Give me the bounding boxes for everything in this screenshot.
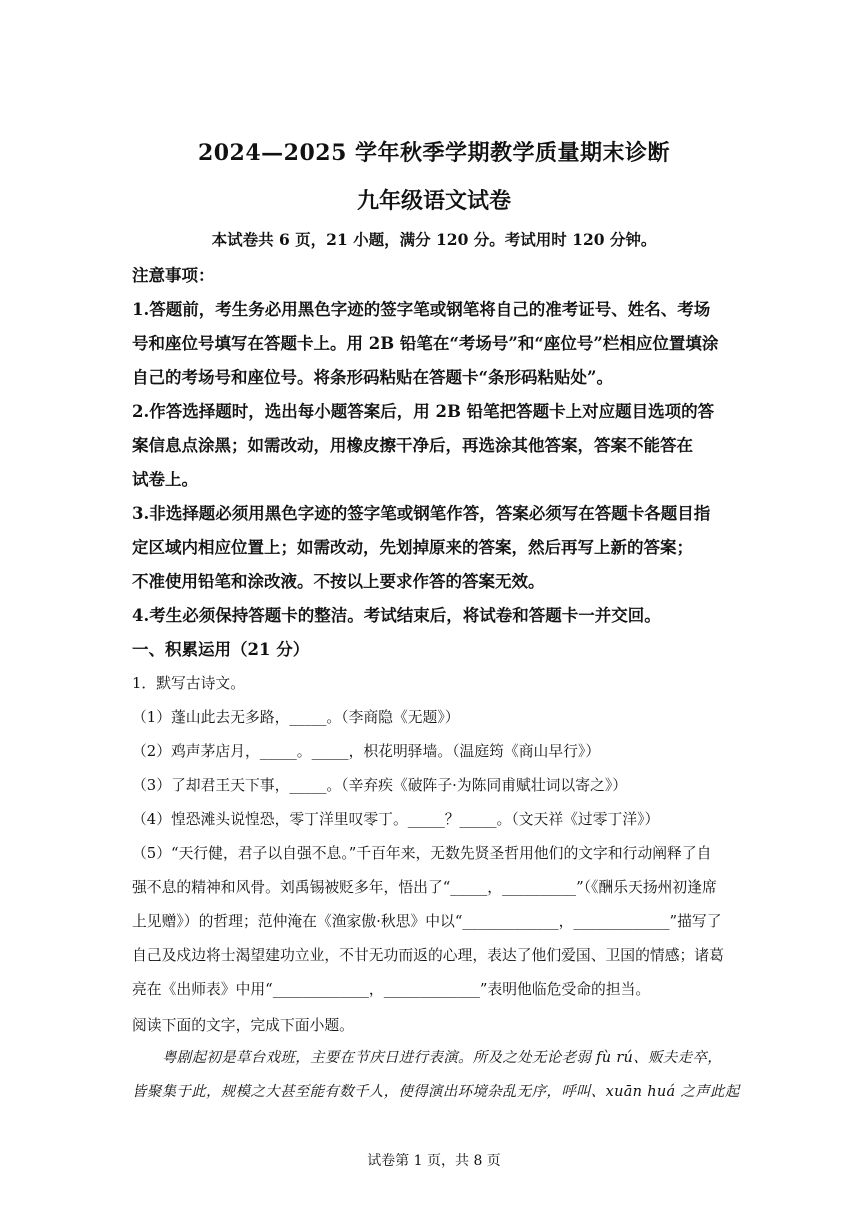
question-1: 1．默写古诗文。 xyxy=(132,675,245,692)
question-item: （2）鸡声茅店月，_____。_____，枳花明驿墙。（温庭筠《商山早行》） xyxy=(132,743,601,760)
exam-title: 2024—2025 学年秋季学期教学质量期末诊断 xyxy=(197,140,671,166)
notes-line: 试卷上。 xyxy=(132,470,198,489)
question-item-5: （5）“天行健，君子以自强不息。”千百年来，无数先贤圣哲用他们的文字和行动阐释了自 xyxy=(132,845,712,862)
question-item: （3）了却君王天下事，_____。（辛弃疾《破阵子·为陈同甫赋壮词以寄之》） xyxy=(132,777,628,794)
notes-line: 2.作答选择题时，选出每小题答案后，用 2B 铅笔把答题卡上对应题目选项的答 xyxy=(132,402,715,421)
reading-passage: 皆聚集于此，规模之大甚至能有数千人，使得演出环境杂乱无序，呼叫、xuān huá 之声此起 xyxy=(132,1084,740,1100)
reading-passage: 粤剧起初是草台戏班，主要在节庆日进行表演。所及之处无论老弱 fù rú、贩夫走卒， xyxy=(162,1050,722,1066)
question-item-5: 亮在《出师表》中用“_____________，_____________”表明他临危受命的担当。 xyxy=(132,981,651,998)
question-item-5: 自己及戍边将士渴望建功立业，不甘无功而返的心理，表达了他们爱国、卫国的情感；诸葛 xyxy=(132,947,724,964)
notes-line: 号和座位号填写在答题卡上。用 2B 铅笔在“考场号”和“座位号”栏相应位置填涂 xyxy=(132,334,719,353)
question-item-5: 强不息的精神和风骨。刘禹锡被贬多年，悟出了“_____，__________”（《酬乐天扬州初逢席 xyxy=(132,879,717,896)
page-footer: 试卷第 1 页，共 8 页 xyxy=(367,1153,501,1169)
exam-info: 本试卷共 6 页，21 小题，满分 120 分。考试用时 120 分钟。 xyxy=(211,230,657,249)
question-item: （1）蓬山此去无多路，_____。（李商隐《无题》） xyxy=(132,709,460,726)
notes-line: 不准使用铅笔和涂改液。不按以上要求作答的答案无效。 xyxy=(132,572,545,591)
reading-prompt: 阅读下面的文字，完成下面小题。 xyxy=(132,1017,354,1034)
notes-heading: 注意事项： xyxy=(132,266,215,285)
question-item: （4）惶恐滩头说惶恐，零丁洋里叹零丁。_____？_____。（文天祥《过零丁洋》） xyxy=(132,811,660,828)
section-heading: 一、积累运用（21 分） xyxy=(132,640,310,659)
notes-line: 1.答题前，考生务必用黑色字迹的签字笔或钢笔将自己的准考证号、姓名、考场 xyxy=(132,300,711,319)
notes-line: 3.非选择题必须用黑色字迹的签字笔或钢笔作答，答案必须写在答题卡各题目指 xyxy=(132,504,711,523)
notes-line: 4.考生必须保持答题卡的整洁。考试结束后，将试卷和答题卡一并交回。 xyxy=(132,606,661,625)
notes-line: 定区域内相应位置上；如需改动，先划掉原来的答案，然后再写上新的答案； xyxy=(132,538,693,557)
notes-line: 案信息点涂黑；如需改动，用橡皮擦干净后，再选涂其他答案，答案不能答在 xyxy=(132,436,693,455)
question-item-5: 上见赠》）的哲理；范仲淹在《渔家傲·秋思》中以“_____________，_____________”描写了 xyxy=(132,913,722,930)
notes-line: 自己的考场号和座位号。将条形码粘贴在答题卡“条形码粘贴处”。 xyxy=(132,368,613,387)
exam-subtitle: 九年级语文试卷 xyxy=(356,188,511,214)
